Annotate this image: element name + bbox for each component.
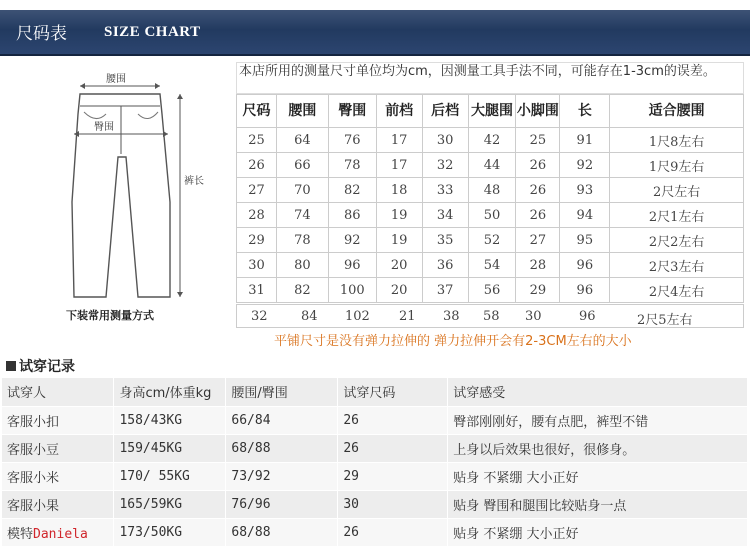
trial-cell-name [2,518,114,546]
size-cell: 30 [237,253,277,278]
size-cell: 50 [468,203,516,228]
trial-cell-hw: 165/59KG [114,490,226,518]
header-leg-opening: 小脚围 [516,95,560,128]
size-cell: 30 [525,309,542,324]
trial-cell-size: 30 [338,490,448,518]
header-waist: 腰围 [276,95,328,128]
size-cell: 1尺8左右 [610,128,744,153]
size-cell: 34 [422,203,468,228]
size-cell: 2尺4左右 [610,278,744,303]
size-cell: 58 [483,309,500,324]
size-cell: 76 [328,128,376,153]
trial-cell-size: 26 [338,406,448,434]
trial-cell-wh: 66/84 [226,406,338,434]
size-cell: 30 [422,128,468,153]
size-cell: 96 [560,278,610,303]
size-cell: 84 [301,309,318,324]
trial-cell-wh: 68/88 [226,434,338,462]
banner-title-en: SIZE CHART [104,24,201,40]
size-row [237,278,744,303]
size-cell: 37 [422,278,468,303]
trial-cell-size: 29 [338,462,448,490]
trial-record-title-text: 试穿记录 [19,359,75,375]
square-bullet-icon [6,361,16,371]
header-thigh: 大腿围 [468,95,516,128]
header-fit-waist: 适合腰围 [610,95,744,128]
size-cell: 25 [516,128,560,153]
size-row [237,128,744,153]
trial-cell-hw: 170/ 55KG [114,462,226,490]
trial-row [2,406,748,434]
size-cell: 2尺5左右 [637,313,693,328]
size-row [237,253,744,278]
size-cell: 2尺2左右 [610,228,744,253]
size-cell: 28 [237,203,277,228]
size-cell: 27 [237,178,277,203]
length-measure-label: 裤长 [184,176,204,187]
trial-cell-feel: 贴身 臀围和腿围比较贴身一点 [448,490,748,518]
header-front-rise: 前档 [376,95,422,128]
banner-title-cn: 尺码表 [16,24,67,44]
trial-cell-hw: 159/45KG [114,434,226,462]
size-cell: 17 [376,153,422,178]
size-cell: 54 [468,253,516,278]
size-cell: 26 [516,203,560,228]
pants-illustration [10,62,230,302]
trial-cell-size: 26 [338,434,448,462]
size-cell: 96 [579,309,596,324]
size-row-32 [236,304,744,328]
size-table-header [237,95,744,128]
size-cell: 2尺3左右 [610,253,744,278]
trial-cell-wh: 76/96 [226,490,338,518]
size-cell: 48 [468,178,516,203]
top-strip [0,0,750,10]
size-row [237,178,744,203]
size-cell: 78 [328,153,376,178]
trial-header-feel: 试穿感受 [448,378,748,406]
size-cell: 38 [443,309,460,324]
size-cell: 100 [328,278,376,303]
size-row [237,228,744,253]
size-cell: 92 [560,153,610,178]
trial-header-waist-hip: 腰围/臀围 [226,378,338,406]
model-name: Daniela [33,526,88,542]
size-cell: 56 [468,278,516,303]
trial-cell-size: 26 [338,518,448,546]
trial-header-size: 试穿尺码 [338,378,448,406]
trial-cell-name: 客服小米 [2,462,114,490]
trial-row-model [2,518,748,546]
trial-cell-name: 客服小扣 [2,406,114,434]
size-cell: 29 [237,228,277,253]
trial-table [2,378,748,547]
size-cell: 78 [276,228,328,253]
elastic-note: 平铺尺寸是没有弹力拉伸的 弹力拉伸开会有2-3CM左右的大小 [274,334,632,349]
size-table [236,94,744,303]
size-cell: 18 [376,178,422,203]
size-cell: 95 [560,228,610,253]
trial-row [2,490,748,518]
header-back-rise: 后档 [422,95,468,128]
size-cell: 96 [328,253,376,278]
size-cell: 82 [276,278,328,303]
size-cell: 27 [516,228,560,253]
size-cell: 102 [345,309,370,324]
size-cell: 80 [276,253,328,278]
trial-row [2,434,748,462]
size-cell: 36 [422,253,468,278]
size-cell: 52 [468,228,516,253]
size-chart-banner [0,10,750,56]
measurement-note: 本店所用的测量尺寸单位均为cm，因测量工具手法不同，可能存在1-3cm的误差。 [236,62,744,94]
size-cell: 2尺1左右 [610,203,744,228]
size-cell: 92 [328,228,376,253]
trial-cell-wh: 73/92 [226,462,338,490]
size-cell: 70 [276,178,328,203]
size-cell: 1尺9左右 [610,153,744,178]
trial-cell-wh: 68/88 [226,518,338,546]
trial-row [2,462,748,490]
model-prefix: 模特 [7,526,34,542]
size-cell: 35 [422,228,468,253]
header-hip: 臀围 [328,95,376,128]
trial-cell-feel: 贴身 不紧绷 大小正好 [448,462,748,490]
size-cell: 19 [376,228,422,253]
size-cell: 29 [516,278,560,303]
size-cell: 32 [251,309,268,324]
header-length: 长 [560,95,610,128]
diagram-caption: 下装常用测量方式 [66,309,154,322]
size-cell: 91 [560,128,610,153]
size-cell: 66 [276,153,328,178]
size-cell: 17 [376,128,422,153]
size-cell: 44 [468,153,516,178]
size-cell: 2尺左右 [610,178,744,203]
trial-cell-hw: 158/43KG [114,406,226,434]
trial-cell-feel: 贴身 不紧绷 大小正好 [448,518,748,546]
size-cell: 26 [516,178,560,203]
size-cell: 32 [422,153,468,178]
size-cell: 96 [560,253,610,278]
size-cell: 74 [276,203,328,228]
size-cell: 28 [516,253,560,278]
size-cell: 86 [328,203,376,228]
waist-measure-label: 腰围 [106,74,126,85]
trial-header-row [2,378,748,406]
size-cell: 21 [399,309,416,324]
pants-measure-diagram [10,62,230,342]
trial-header-person: 试穿人 [2,378,114,406]
trial-cell-feel: 上身以后效果也很好，很修身。 [448,434,748,462]
size-cell: 64 [276,128,328,153]
trial-record-title [6,356,75,376]
trial-header-height-weight: 身高cm/体重kg [114,378,226,406]
trial-cell-feel: 臀部刚刚好，腰有点肥，裤型不错 [448,406,748,434]
size-row [237,203,744,228]
header-size: 尺码 [237,95,277,128]
size-cell: 26 [516,153,560,178]
size-cell: 20 [376,278,422,303]
size-row [237,153,744,178]
size-cell: 25 [237,128,277,153]
size-cell: 94 [560,203,610,228]
size-cell: 42 [468,128,516,153]
size-cell: 93 [560,178,610,203]
hip-measure-label: 臀围 [94,122,114,133]
size-cell: 82 [328,178,376,203]
trial-cell-name: 客服小果 [2,490,114,518]
size-cell: 19 [376,203,422,228]
trial-cell-name: 客服小豆 [2,434,114,462]
size-cell: 20 [376,253,422,278]
size-cell: 33 [422,178,468,203]
size-cell: 26 [237,153,277,178]
trial-cell-hw: 173/50KG [114,518,226,546]
size-cell: 31 [237,278,277,303]
